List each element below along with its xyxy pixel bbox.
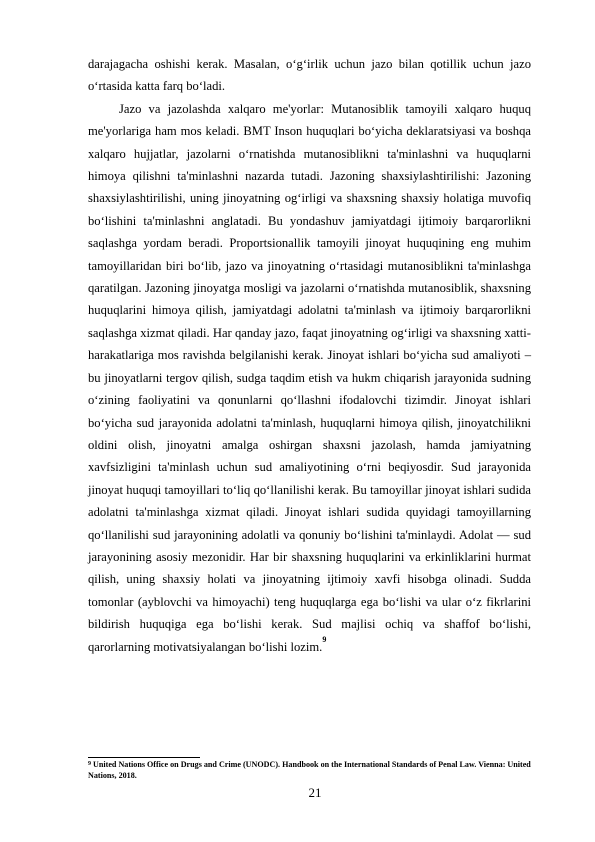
page-number: 21 <box>308 785 322 800</box>
paragraph-main-text: Jazo va jazolashda xalqaro me'yorlar: Mutanosiblik tamoyili xalqaro huquq me'yorlariga ham mos keladi. BMT Inson huquqlari bo‘yicha deklaratsiyasi va boshqa xalqaro hujjatlar, jazolarni o‘rnatishda mutanosiblikni ta'minlashni va huquqlarni himoya qilishni ta'minlashni nazarda tutadi. Jazoning shaxsiylashtirilishi: Jazoning shaxsiylashtirilishi, uning jinoyatning og‘irligi va shaxsning shaxsiy holatiga muvofiq bo‘lishini ta'minlashni anglatadi. Bu yondashuv jamiyatdagi ijtimoiy barqarorlikni saqlashga yordam beradi. Proportsionallik tamoyili jinoyat huquqining eng muhim tamoyillaridan biri bo‘lib, jazo va jinoyatning o‘rtasidagi mutanosiblikni ta'minlashga qaratilgan. Jazoning jinoyatga mosligi va jazolarni o‘rnatishda mutanosiblik, shaxsning huquqlarini himoya qilish, jamiyatdagi adolatni ta'minlash va ijtimoiy barqarorlikni saqlashga xizmat qiladi. Har qanday jazo, faqat jinoyatning og‘irligi va shaxsning xatti-harakatlariga mos ravishda belgilanishi kerak. Jinoyat ishlari bo‘yicha sud amaliyoti – bu jinoyatlarni tergov qilish, sudga taqdim etish va hukm chiqarish jarayonida sudning o‘zining faoliyatini va qonunlarni qo‘llashni ifodalovchi tizimdir. Jinoyat ishlari bo‘yicha sud jarayonida adolatni ta'minlash, huquqlarni himoya qilish, jinoyatchilikni oldini olish, jinoyatni amalga oshirgan shaxsni jazolash, hamda jamiyatning xavfsizligini ta'minlash uchun sud amaliyotining o‘rni beqiyosdir. Sud jarayonida jinoyat huquqi tamoyillari to‘liq qo‘llanilishi kerak. Bu tamoyillar jinoyat ishlari sudida adolatni ta'minlashga xizmat qiladi. Jinoyat ishlari sudida quyidagi tamoyillarning qo‘llanilishi sud jarayonining adolatli va qonuniy bo‘lishini ta'minlaydi. Adolat — sud jarayonining asosiy mezonidir. Har bir shaxsning huquqlarini va erkinliklarini hurmat qilish, uning shaxsiy holati va jinoyatning ijtimoiy xavfi hisobga olinadi. Sudda tomonlar (ayblovchi va himoyachi) teng huquqlarga ega bo‘lishi va ular o‘z fikrlarini bildirish huquqiga ega bo‘lishi kerak. Sud majlisi ochiq va shaffof bo‘lishi, qarorlarning motivatsiyalangan bo‘lishi lozim. <box>88 101 531 654</box>
footnote-separator <box>88 757 200 758</box>
paragraph-continuation: darajagacha oshishi kerak. Masalan, o‘g‘irlik uchun jazo bilan qotillik uchun jazo o‘rtasida katta farq bo‘ladi. <box>88 57 531 94</box>
paragraph-main <box>88 98 531 658</box>
body-text <box>88 53 531 658</box>
footnote-number: 9 <box>88 761 91 767</box>
footnote-reference[interactable]: 9 <box>322 634 327 644</box>
footnote <box>88 760 548 781</box>
footnote-text: United Nations Office on Drugs and Crime (UNODC). Handbook on the International Standards of Penal Law. Vienna: United Nations, 2018. <box>88 760 531 780</box>
